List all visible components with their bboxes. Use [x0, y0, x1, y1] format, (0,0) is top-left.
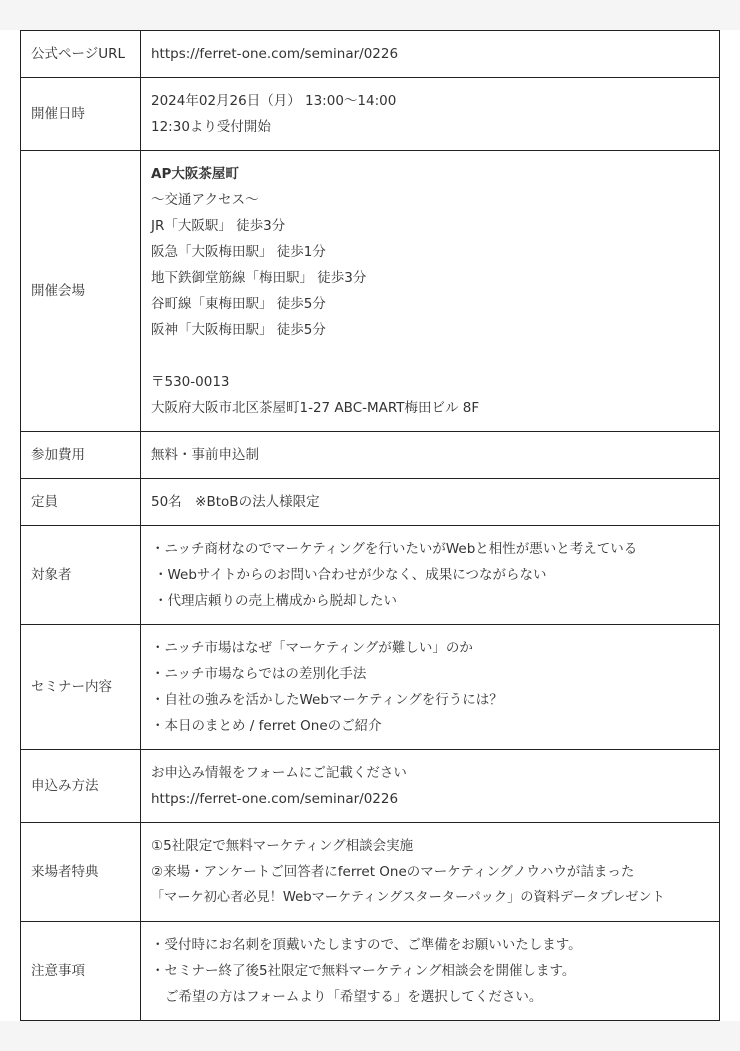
- access-line: 阪神「大阪梅田駅」 徒歩5分: [151, 322, 326, 338]
- target-item: ・代理店頼りの売上構成から脱却したい: [154, 593, 397, 609]
- table-row-notes: [21, 922, 720, 1021]
- row-value: [141, 78, 720, 151]
- target-item: ・ニッチ商材なのでマーケティングを行いたいがWebと相性が悪いと考えている: [151, 541, 638, 557]
- access-line: 谷町線「東梅田駅」 徒歩5分: [151, 296, 326, 312]
- table-row-application: [21, 750, 720, 823]
- table-row-target: [21, 526, 720, 625]
- postal-code: 〒530-0013: [151, 374, 230, 390]
- table-row-venue: [21, 151, 720, 432]
- table-row-benefits: [21, 823, 720, 922]
- row-label: 来場者特典: [21, 823, 141, 922]
- target-item: ・Webサイトからのお問い合わせが少なく、成果につながらない: [154, 567, 547, 583]
- row-value: [141, 432, 720, 479]
- benefit-item: ②来場・アンケートご回答者にferret Oneのマーケティングノウハウが詰まった: [151, 864, 635, 880]
- benefit-item: ①5社限定で無料マーケティング相談会実施: [151, 838, 414, 854]
- note-item: ・受付時にお名刺を頂戴いたしますので、ご準備をお願いいたします。: [151, 937, 582, 953]
- fee-text: 無料・事前申込制: [151, 447, 259, 463]
- blank-line: [151, 343, 719, 369]
- access-line: 阪急「大阪梅田駅」 徒歩1分: [151, 244, 326, 260]
- note-item: ・セミナー終了後5社限定で無料マーケティング相談会を開催します。: [151, 963, 576, 979]
- table-row-capacity: [21, 479, 720, 526]
- note-item: ご希望の方はフォームより「希望する」を選択してください。: [165, 989, 543, 1005]
- content-item: ・ニッチ市場ならではの差別化手法: [151, 666, 367, 682]
- content-item: ・自社の強みを活かしたWebマーケティングを行うには？: [151, 692, 503, 708]
- row-label: 対象者: [21, 526, 141, 625]
- seminar-info-table: [20, 30, 720, 1021]
- row-value: [141, 526, 720, 625]
- row-label: 定員: [21, 479, 141, 526]
- capacity-text: 50名 ※BtoBの法人様限定: [151, 494, 320, 510]
- page-sheet: [0, 30, 740, 1021]
- row-value: [141, 823, 720, 922]
- row-label: セミナー内容: [21, 625, 141, 750]
- content-item: ・ニッチ市場はなぜ「マーケティングが難しい」のか: [151, 640, 473, 656]
- venue-name: AP大阪茶屋町: [151, 166, 239, 182]
- application-link[interactable]: https://ferret-one.com/seminar/0226: [151, 791, 399, 807]
- row-label: 開催会場: [21, 151, 141, 432]
- row-value: [141, 922, 720, 1021]
- access-line: 地下鉄御堂筋線「梅田駅」 徒歩3分: [151, 270, 367, 286]
- row-value: [141, 625, 720, 750]
- table-row-official-url: [21, 31, 720, 78]
- table-row-date: [21, 78, 720, 151]
- row-value: [141, 479, 720, 526]
- row-label: 開催日時: [21, 78, 141, 151]
- official-page-link[interactable]: https://ferret-one.com/seminar/0226: [151, 46, 399, 62]
- row-label: 公式ページURL: [21, 31, 141, 78]
- access-line: JR「大阪駅」 徒歩3分: [151, 218, 286, 234]
- date-time-text: 2024年02月26日（月） 13:00〜14:00: [151, 93, 397, 109]
- venue-address: 大阪府大阪市北区茶屋町1-27 ABC-MART梅田ビル 8F: [151, 400, 480, 416]
- row-label: 注意事項: [21, 922, 141, 1021]
- content-item: ・本日のまとめ / ferret Oneのご紹介: [151, 718, 382, 734]
- table-row-content: [21, 625, 720, 750]
- access-heading: 〜交通アクセス〜: [151, 192, 259, 208]
- row-value: [141, 750, 720, 823]
- table-row-fee: [21, 432, 720, 479]
- row-label: 申込み方法: [21, 750, 141, 823]
- reception-start-text: 12:30より受付開始: [151, 119, 271, 135]
- application-instruction: お申込み情報をフォームにご記載ください: [151, 765, 407, 781]
- row-value: [141, 31, 720, 78]
- row-value: [141, 151, 720, 432]
- benefit-item: 「マーケ初心者必見！Webマーケティングスターターパック」の資料データプレゼント: [151, 890, 665, 905]
- row-label: 参加費用: [21, 432, 141, 479]
